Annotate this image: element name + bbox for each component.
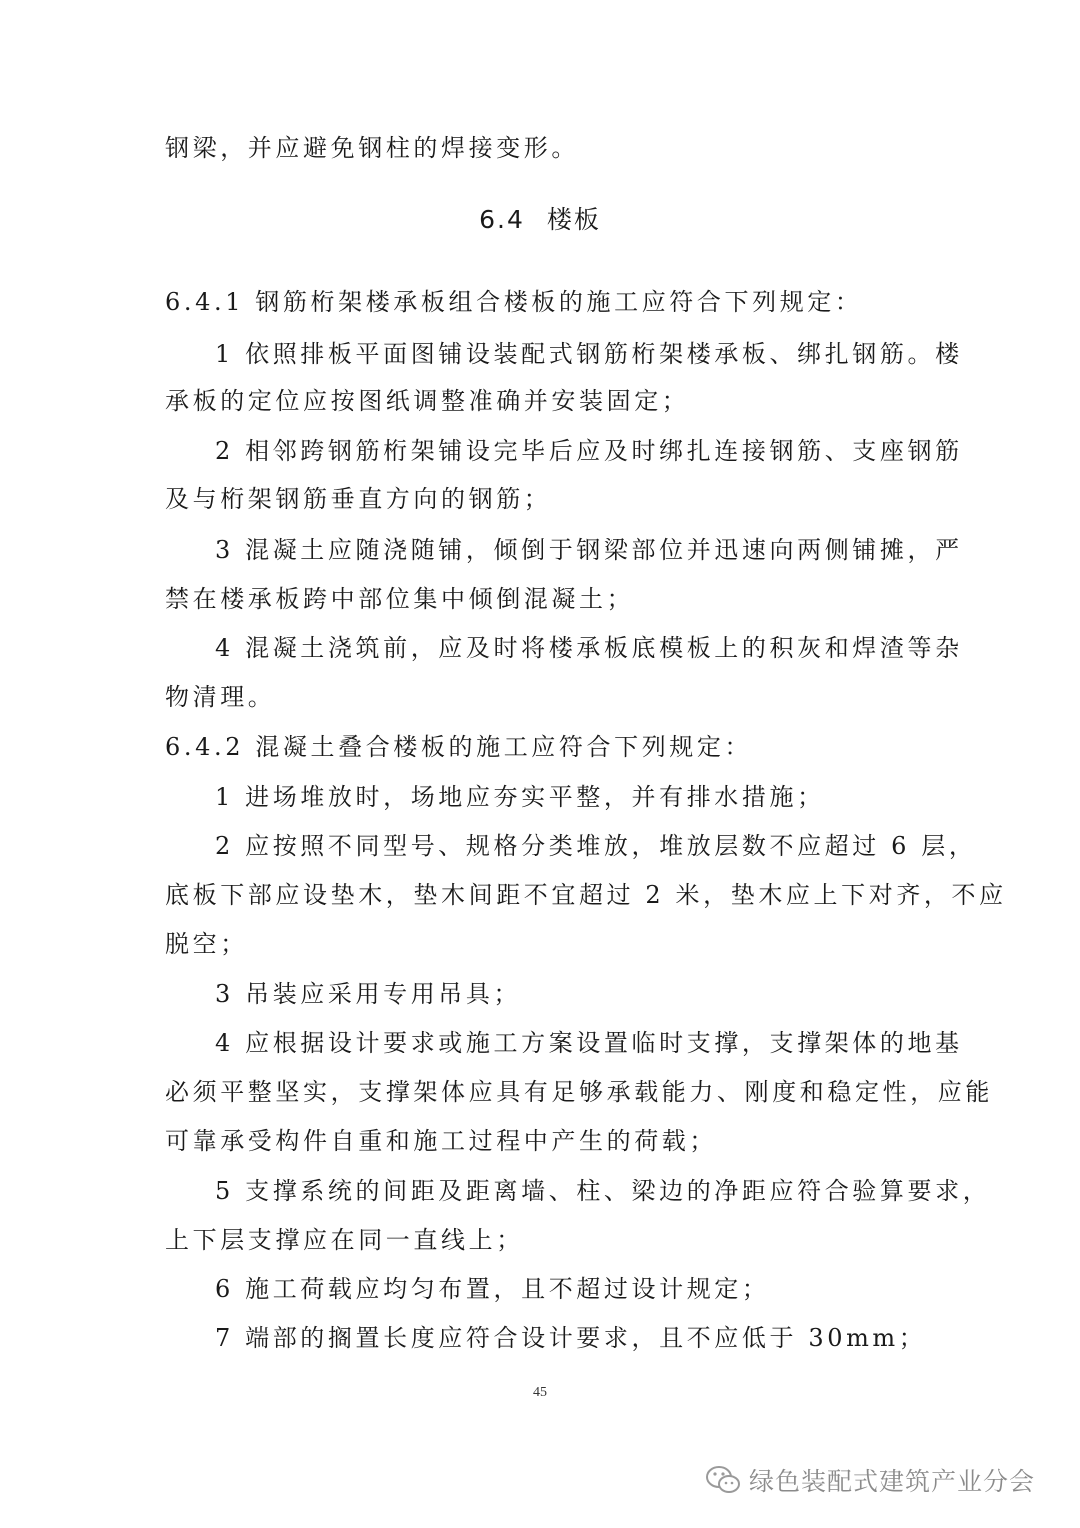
watermark — [705, 1460, 1035, 1500]
list-item: 1 进场堆放时，场地应夯实平整，并有排水措施； — [215, 783, 825, 811]
watermark-text: 绿色装配式建筑产业分会 — [749, 1467, 1036, 1496]
section-title: 楼板 — [546, 205, 601, 234]
list-item: 1 依照排板平面图铺设装配式钢筋桁架楼承板、绑扎钢筋。楼 — [215, 340, 963, 368]
list-item: 3 吊装应采用专用吊具； — [215, 980, 522, 1008]
list-item: 2 应按照不同型号、规格分类堆放，堆放层数不应超过 6 层， — [215, 832, 977, 860]
clause-heading: 6.4.1 钢筋桁架楼承板组合楼板的施工应符合下列规定： — [165, 288, 863, 316]
section-heading — [0, 205, 1080, 235]
list-item: 2 相邻跨钢筋桁架铺设完毕后应及时绑扎连接钢筋、支座钢筋 — [215, 437, 963, 465]
paragraph-line: 底板下部应设垫木，垫木间距不宜超过 2 米，垫木应上下对齐，不应 — [165, 881, 1007, 909]
list-item: 4 混凝土浇筑前，应及时将楼承板底模板上的积灰和焊渣等杂 — [215, 634, 963, 662]
paragraph-line: 及与桁架钢筋垂直方向的钢筋； — [165, 485, 552, 513]
list-item: 3 混凝土应随浇随铺，倾倒于钢梁部位并迅速向两侧铺摊，严 — [215, 536, 963, 564]
list-item: 5 支撑系统的间距及距离墙、柱、梁边的净距应符合验算要求， — [215, 1177, 991, 1205]
paragraph-line: 上下层支撑应在同一直线上； — [165, 1226, 524, 1254]
wechat-icon — [705, 1464, 741, 1496]
paragraph-line: 可靠承受构件自重和施工过程中产生的荷载； — [165, 1127, 717, 1155]
paragraph-line: 物清理。 — [165, 683, 276, 711]
paragraph-line: 禁在楼承板跨中部位集中倾倒混凝土； — [165, 585, 635, 613]
paragraph-line: 脱空； — [165, 930, 248, 958]
list-item: 6 施工荷载应均匀布置，且不超过设计规定； — [215, 1275, 770, 1303]
section-number: 6.4 — [479, 205, 525, 234]
clause-heading: 6.4.2 混凝土叠合楼板的施工应符合下列规定： — [165, 733, 753, 761]
paragraph-line: 必须平整坚实，支撑架体应具有足够承载能力、刚度和稳定性，应能 — [165, 1078, 993, 1106]
paragraph-line: 钢梁，并应避免钢柱的焊接变形。 — [165, 134, 579, 162]
page-number: 45 — [533, 1385, 547, 1400]
list-item: 4 应根据设计要求或施工方案设置临时支撑，支撑架体的地基 — [215, 1029, 963, 1057]
list-item: 7 端部的搁置长度应符合设计要求，且不应低于 30mm； — [215, 1324, 927, 1352]
paragraph-line: 承板的定位应按图纸调整准确并安装固定； — [165, 387, 690, 415]
